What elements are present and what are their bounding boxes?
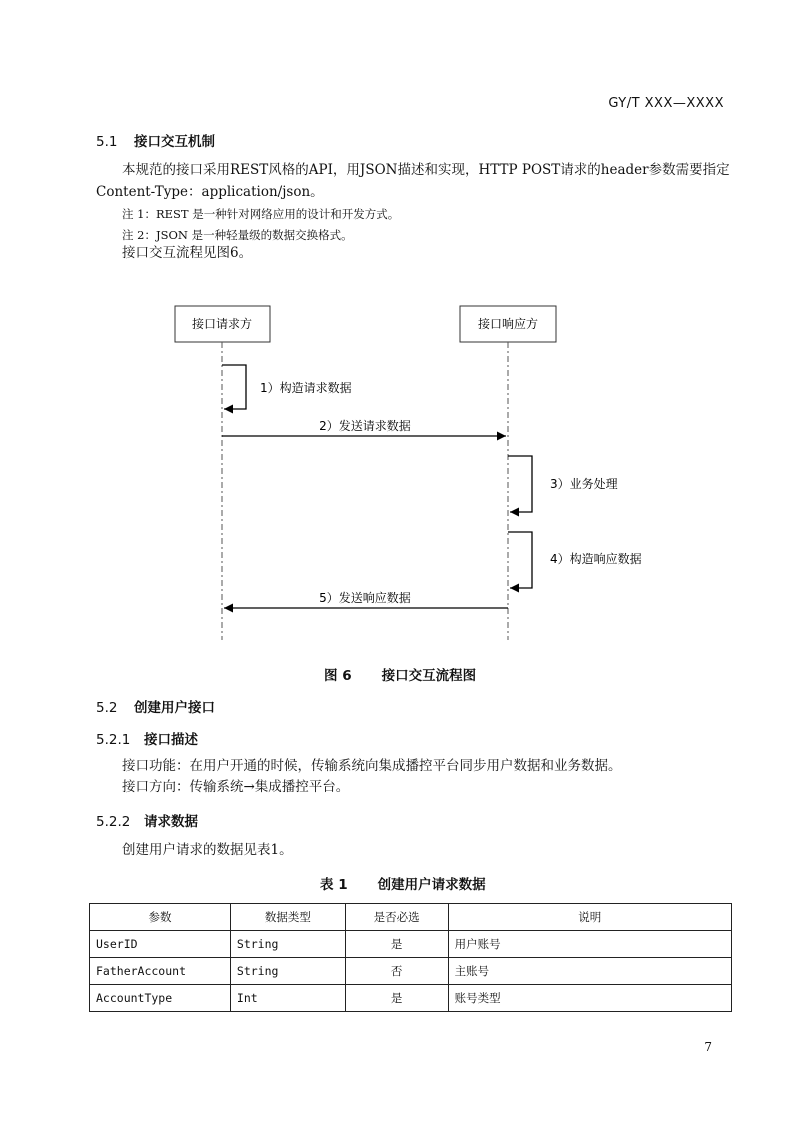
paragraph-line: 创建用户请求的数据见表1。	[122, 842, 293, 858]
paragraph-line: 接口功能：在用户开通的时候，传输系统向集成播控平台同步用户数据和业务数据。	[122, 758, 622, 774]
required-cell: 是	[345, 931, 448, 958]
step-4-self-arrow	[508, 532, 532, 588]
header-cell: 数据类型	[230, 904, 345, 931]
paragraph-line: 接口交互流程见图6。	[122, 245, 253, 261]
lifeline-label-responder: 接口响应方	[477, 317, 539, 331]
param-cell: AccountType	[90, 985, 231, 1012]
figure-number: 图 6	[324, 668, 352, 684]
table-number: 表 1	[320, 877, 348, 893]
figure-title: 接口交互流程图	[381, 668, 477, 684]
step-3-self-arrow	[508, 456, 532, 512]
step-5-label: 5）发送响应数据	[319, 591, 411, 605]
section-number: 5.2.2	[96, 814, 131, 830]
required-cell: 否	[345, 958, 448, 985]
page-number: 7	[704, 1040, 712, 1054]
section-heading-5-2-1	[96, 728, 198, 748]
request-data-table	[89, 903, 732, 1012]
section-heading-5-2-2	[96, 810, 198, 830]
table-caption	[320, 873, 486, 893]
description-cell: 主账号	[448, 958, 731, 985]
standard-code: GY/T XXX—XXXX	[608, 96, 724, 111]
table-header-row	[90, 904, 732, 931]
table-row	[90, 958, 732, 985]
type-cell: String	[230, 931, 345, 958]
note-2: 注 2：JSON 是一种轻量级的数据交换格式。	[122, 228, 353, 242]
step-2-label: 2）发送请求数据	[319, 419, 411, 433]
description-cell: 账号类型	[448, 985, 731, 1012]
paragraph-line: 本规范的接口采用REST风格的API，用JSON描述和实现，HTTP POST请求的header参数需要指定	[122, 162, 730, 178]
section-title: 请求数据	[144, 814, 198, 830]
lifeline-label-requester: 接口请求方	[191, 317, 253, 331]
section-number: 5.2	[96, 700, 118, 716]
section-number: 5.2.1	[96, 732, 131, 748]
step-4-label: 4）构造响应数据	[550, 552, 642, 566]
step-1-label: 1）构造请求数据	[260, 381, 352, 395]
table-row	[90, 931, 732, 958]
header-cell: 参数	[90, 904, 231, 931]
type-cell: Int	[230, 985, 345, 1012]
table-title: 创建用户请求数据	[377, 877, 486, 893]
description-cell: 用户账号	[448, 931, 731, 958]
section-title: 接口交互机制	[134, 134, 215, 150]
header-cell: 说明	[448, 904, 731, 931]
type-cell: String	[230, 958, 345, 985]
step-1-self-arrow	[222, 365, 246, 409]
param-cell: FatherAccount	[90, 958, 231, 985]
header-cell: 是否必选	[345, 904, 448, 931]
step-3-label: 3）业务处理	[550, 477, 618, 491]
section-title: 接口描述	[144, 732, 198, 748]
section-heading-5-2	[96, 696, 215, 716]
param-cell: UserID	[90, 931, 231, 958]
figure-caption	[324, 664, 476, 684]
paragraph-line: Content-Type：application/json。	[96, 184, 324, 200]
table-row	[90, 985, 732, 1012]
section-number: 5.1	[96, 134, 118, 150]
paragraph-line: 接口方向：传输系统→集成播控平台。	[122, 779, 350, 795]
section-title: 创建用户接口	[134, 700, 215, 716]
required-cell: 是	[345, 985, 448, 1012]
note-1: 注 1：REST 是一种针对网络应用的设计和开发方式。	[122, 207, 400, 221]
